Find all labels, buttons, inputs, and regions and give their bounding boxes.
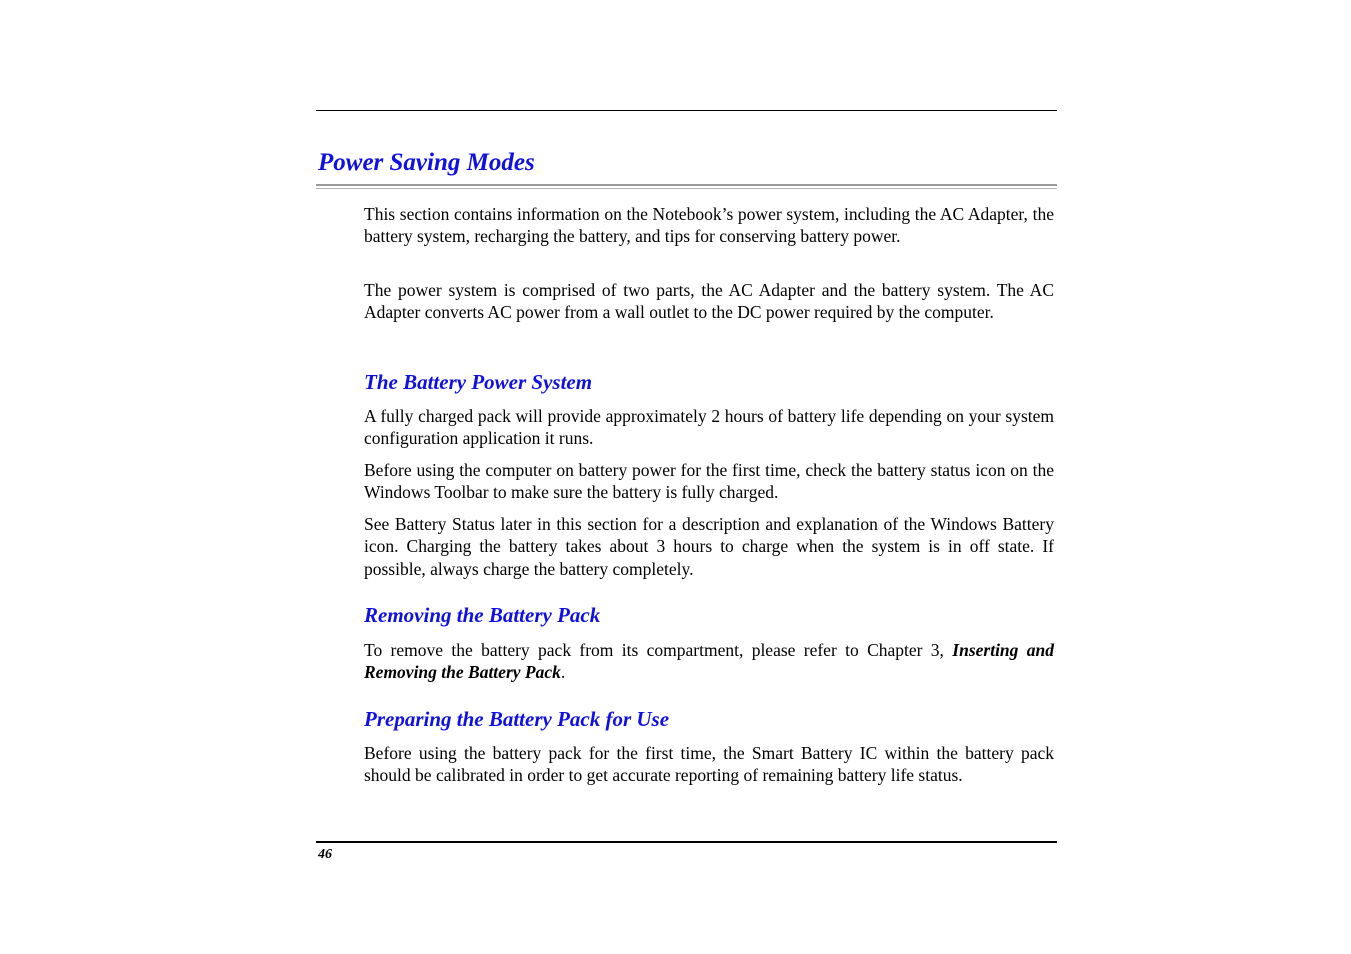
battery-paragraph-2-block bbox=[364, 459, 1054, 504]
removing-paragraph-end: . bbox=[560, 662, 566, 683]
removing-paragraph bbox=[364, 639, 1054, 684]
preparing-paragraph: Before using the battery pack for the first time, the Smart Battery IC within the battery pack should be calibrated in order to get accurate reporting of remaining battery life status. bbox=[364, 743, 1054, 786]
battery-paragraph-3: See Battery Status later in this section for a description and explanation of the Windows Battery icon. Charging the battery takes about 3 hours to charge when the system is in off state. If possible, always charge the battery completely. bbox=[364, 514, 1054, 579]
heading-preparing-battery-pack: Preparing the Battery Pack for Use bbox=[364, 707, 670, 731]
page-number: 46 bbox=[318, 847, 332, 862]
chapter-reference: Inserting and Removing the Battery Pack bbox=[364, 640, 1054, 683]
footer-rule bbox=[316, 841, 1057, 843]
battery-paragraph-1-block bbox=[364, 405, 1054, 450]
title-underline-secondary bbox=[316, 188, 1057, 189]
header-rule bbox=[316, 110, 1057, 111]
intro-paragraph-1-block bbox=[364, 203, 1054, 248]
section-preparing-battery-pack bbox=[364, 705, 1054, 733]
preparing-paragraph-block bbox=[364, 742, 1054, 787]
intro-paragraph-2-block bbox=[364, 279, 1054, 324]
title-underline bbox=[316, 184, 1057, 186]
battery-paragraph-3-block bbox=[364, 513, 1054, 580]
section-removing-battery-pack bbox=[364, 601, 1054, 629]
battery-paragraph-1: A fully charged pack will provide approximately 2 hours of battery life depending on your system configuration application it runs. bbox=[364, 406, 1054, 449]
heading-removing-battery-pack: Removing the Battery Pack bbox=[364, 603, 601, 627]
intro-paragraph-1: This section contains information on the Notebook’s power system, including the AC Adapter, the battery system, recharging the battery, and tips for conserving battery power. bbox=[364, 204, 1054, 247]
battery-paragraph-2: Before using the computer on battery power for the first time, check the battery status icon on the Windows Toolbar to make sure the battery is fully charged. bbox=[364, 460, 1054, 503]
intro-paragraph-2: The power system is comprised of two parts, the AC Adapter and the battery system. The AC Adapter converts AC power from a wall outlet to the DC power required by the computer. bbox=[364, 280, 1054, 323]
removing-paragraph-block bbox=[364, 639, 1054, 684]
page-title: Power Saving Modes bbox=[318, 149, 535, 176]
heading-battery-power-system: The Battery Power System bbox=[364, 370, 593, 394]
removing-paragraph-text: To remove the battery pack from its compartment, please refer to Chapter 3, bbox=[364, 640, 953, 660]
section-battery-power-system bbox=[364, 368, 1054, 396]
